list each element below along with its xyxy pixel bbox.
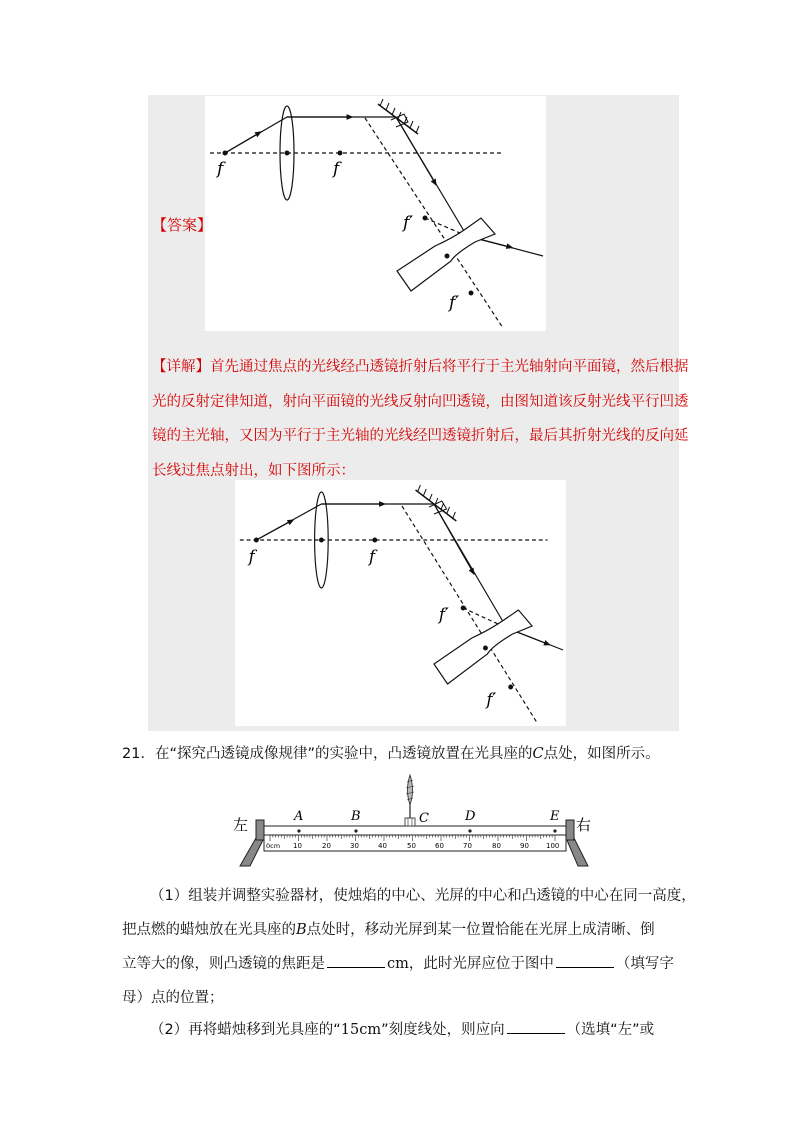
focal-length-blank[interactable]: [327, 953, 385, 968]
point-label: A: [294, 809, 304, 824]
focal-label-left: f: [248, 545, 255, 567]
point-label: D: [465, 809, 476, 824]
point-b: B: [296, 922, 307, 938]
detail-line: 长线过焦点射出，如下图所示：: [152, 462, 355, 479]
part1-line3: [122, 952, 674, 973]
detail-ray-diagram: [235, 480, 566, 726]
tick-label: 60: [435, 842, 444, 850]
focal-prime-label-upper: f′: [403, 213, 414, 233]
tick-label: 20: [322, 842, 331, 850]
stem-text: 在“探究凸透镜成像规律”的实验中，凸透镜放置在光具座的: [154, 746, 533, 762]
focal-label-left: f: [217, 159, 224, 179]
detail-line: 光的反射定律知道，射向平面镜的光线反射向凹透镜，由图知道该反射光线平行凹透: [152, 393, 689, 410]
tick-label: 100: [546, 842, 560, 850]
tick-label: 90: [520, 842, 529, 850]
part1-text: ，此时光屏应位于图中: [408, 956, 554, 972]
tick-label: 70: [463, 842, 472, 850]
part1-text: 把点燃的蜡烛放在光具座的: [122, 922, 296, 938]
detail-explanation: [152, 350, 689, 488]
detail-line: 镜的主光轴，又因为平行于主光轴的光线经凹透镜折射后，最后其折射光线的反向延: [152, 428, 689, 444]
tick-label: 30: [350, 842, 359, 850]
focal-label-right: f: [333, 159, 340, 179]
left-label: 左: [233, 816, 249, 834]
question-stem: [122, 742, 660, 763]
scale-unit: 0cm: [266, 842, 281, 850]
focal-prime-label-lower: f′: [486, 688, 497, 710]
stem-text-end: 点处，如图所示。: [543, 746, 660, 762]
part1-line4: 母）点的位置；: [122, 990, 224, 1006]
part1-line2: [122, 918, 655, 939]
part2-text: ”刻度线处，则应向: [381, 1022, 505, 1038]
part1-text: 立等大的像，则凸透镜的焦距是: [122, 956, 325, 972]
unit-cm: cm: [387, 956, 409, 972]
part1-line1: （1）组装并调整实验器材，使烛焰的中心、光屏的中心和凸透镜的中心在同一高度，: [150, 888, 696, 904]
candle-position-value: 15cm: [340, 1022, 382, 1038]
detail-line: 【详解】首先通过焦点的光线经凸透镜折射后将平行于主光轴射向平面镜，然后根据: [152, 359, 689, 375]
tick-label: 40: [378, 842, 387, 850]
point-c: C: [532, 746, 544, 762]
focal-prime-label-upper: f′: [438, 603, 449, 625]
tick-label: 80: [492, 842, 501, 850]
part2-text: （2）再将蜡烛移到光具座的“: [150, 1022, 341, 1038]
part1-text: （填写字: [615, 956, 674, 972]
answer-label: 【答案】: [152, 216, 213, 234]
tick-label: 10: [293, 842, 302, 850]
question-number: 21．: [122, 746, 155, 762]
part1-text: 点处时，移动光屏到某一位置恰能在光屏上成清晰、倒: [306, 922, 655, 938]
part2-text: （选填“左”或: [566, 1022, 655, 1038]
point-label: C: [419, 811, 429, 826]
focal-label-right: f: [368, 545, 376, 567]
optical-bench-figure: [230, 770, 600, 870]
point-label: E: [550, 809, 560, 824]
answer-ray-diagram: [205, 96, 546, 331]
point-label: B: [351, 809, 361, 824]
screen-position-blank[interactable]: [556, 953, 614, 968]
right-label: 右: [576, 816, 592, 834]
focal-prime-label-lower: f′: [449, 293, 460, 313]
direction-blank[interactable]: [507, 1019, 565, 1034]
tick-label: 50: [407, 842, 416, 850]
part2-line: [150, 1018, 654, 1039]
